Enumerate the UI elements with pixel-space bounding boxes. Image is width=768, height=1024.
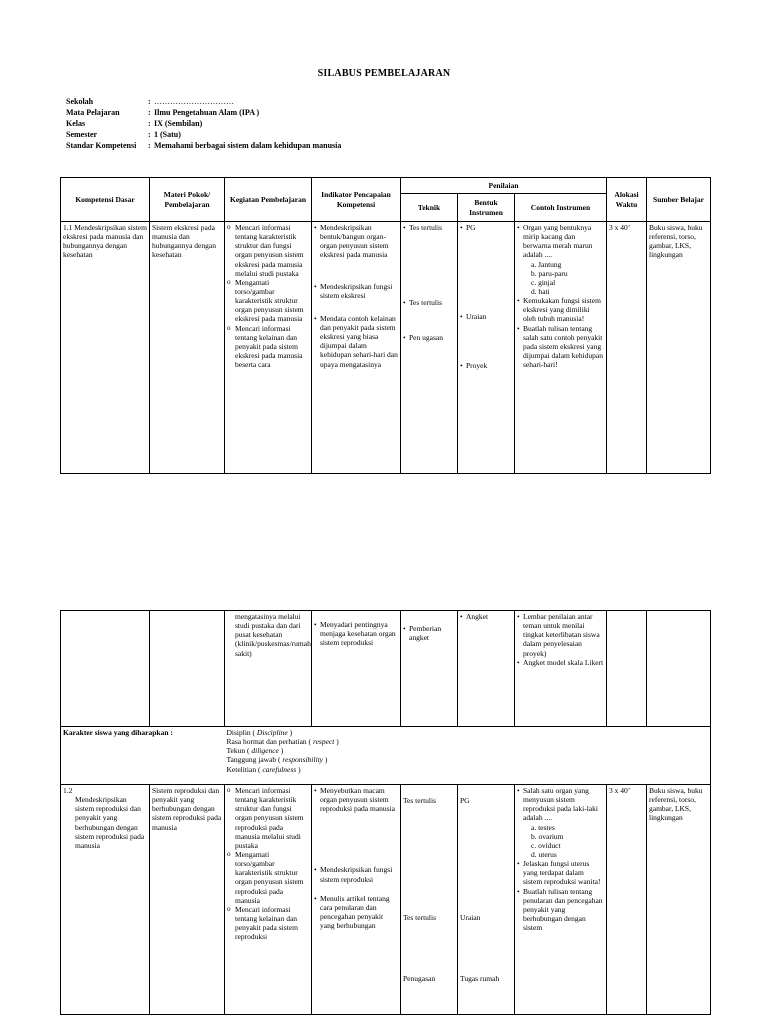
karakter-item: Tanggung jawab ( responsibility ) xyxy=(226,755,328,765)
document-title: SILABUS PEMBELAJARAN xyxy=(317,68,451,79)
row3-kd-num: 1.2 xyxy=(63,786,73,795)
row2-bentuk xyxy=(458,611,515,727)
row1-contoh-opt: a. Jantung xyxy=(531,259,562,269)
row3-teknik xyxy=(401,785,458,1015)
meta-row-semester: Semester : 1 (Satu) xyxy=(66,130,181,139)
row3-bentuk-item: Uraian xyxy=(460,913,481,923)
row3-kegiatan-item: o Mencari informasi tentang karakteristik struktur dan fungsi organ penyusun sistem reproduksi pada manusia melalui studi pustaka xyxy=(227,786,309,850)
row3-teknik-item: Tes tertulis xyxy=(403,913,437,923)
row1-indikator-item: • Mendeskripsikan fungsi sistem ekskresi xyxy=(314,282,398,300)
row3-alokasi: 3 x 40’ xyxy=(607,785,647,1015)
meta-row-sekolah: Sekolah : ………………………… xyxy=(66,97,234,106)
row2-kegiatan: mengatasinya melalui studi pustaka dan dari pusat kesehatan (klinik/puskesmas/rumah sakit) xyxy=(225,611,312,727)
row2-indikator-item: • Menyadari pentingnya menjaga kesehatan organ sistem reproduksi xyxy=(314,620,398,647)
row2-teknik xyxy=(401,611,458,727)
row3-contoh-q1: • Salah satu organ yang menyusun sistem reproduksi pada laki-laki adalah .... xyxy=(517,786,604,823)
row1-indikator xyxy=(312,222,401,474)
row1-materi: Sistem ekskresi pada manusia dan hubungannya dengan kesehatan xyxy=(150,222,225,474)
row2-kd xyxy=(61,611,150,727)
row3-teknik-item: Penugasan xyxy=(403,974,436,984)
row2-materi xyxy=(150,611,225,727)
header-teknik: Teknik xyxy=(401,194,458,222)
row1-bentuk-item: • Uraian xyxy=(460,312,512,321)
row1-contoh-q1: • Organ yang bentuknya mirip kacang dan berwarna merah marun adalah .... xyxy=(517,223,604,260)
meta-row-kelas: Kelas : IX (Sembilan) xyxy=(66,119,203,128)
header-bentuk: Bentuk Instrumen xyxy=(458,194,515,222)
karakter-item: Rasa hormat dan perhatian ( respect ) xyxy=(226,737,339,747)
row1-kegiatan-item: o Mengamati torso/gambar karakteristik struktur organ penyusun sistem ekskresi pada manusia xyxy=(227,278,309,324)
karakter-list xyxy=(225,727,711,785)
row3-indikator-item: • Menulis artikel tentang cara penularan dan pencegahan penyakit yang berhubungan xyxy=(314,894,398,931)
row3-sumber: Buku siswa, buku referensi, torso, gambar, LKS, lingkungan xyxy=(647,785,711,1015)
row3-teknik-item: Tes tertulis xyxy=(403,796,437,805)
row3-contoh-opt: a. testes xyxy=(531,822,555,832)
row2-indikator xyxy=(312,611,401,727)
karakter-item: Disiplin ( Discipline ) xyxy=(226,728,293,737)
row3-contoh-q2: • Jelaskan fungsi uterus yang terdapat dalam sistem reproduksi wanita! xyxy=(517,859,604,886)
row3-contoh-q3: • Buatlah tulisan tentang penularan dan pencegahan penyakit yang berhubungan dengan sistem xyxy=(517,887,604,933)
row3-bentuk-item: PG xyxy=(460,796,470,805)
row1-bentuk xyxy=(458,222,515,474)
row1-bentuk-item: • Proyek xyxy=(460,361,512,370)
row1-contoh-opt: b. paru-paru xyxy=(531,268,568,278)
row3-contoh-opt: c. oviduct xyxy=(531,840,561,850)
karakter-item: Tekun ( diligence ) xyxy=(226,746,284,756)
row3-kd xyxy=(61,785,150,1015)
header-contoh: Contoh Instrumen xyxy=(515,194,607,222)
row1-contoh xyxy=(515,222,607,474)
row3-kegiatan xyxy=(225,785,312,1015)
row3-contoh-opt: d. uterus xyxy=(531,849,557,859)
row1-teknik xyxy=(401,222,458,474)
row1-contoh-opt: d. hati xyxy=(531,286,550,296)
meta-row-mapel: Mata Pelajaran : Ilmu Pengetahuan Alam (IPA ) xyxy=(66,108,260,117)
syllabus-table-2 xyxy=(60,610,711,1015)
row1-kegiatan-item: o Mencari informasi tentang kelainan dan penyakit pada sistem ekskresi pada manusia beserta cara xyxy=(227,324,309,370)
row2-contoh-2: • Angket model skala Likert xyxy=(517,658,604,667)
row3-contoh xyxy=(515,785,607,1015)
header-kd: Kompetensi Dasar xyxy=(61,178,150,222)
row3-bentuk-item: Tugas rumah xyxy=(460,974,500,984)
header-indikator: Indikator Pencapaian Kompetensi xyxy=(312,178,401,222)
row3-indikator-item: • Menyebutkan macam organ penyusun sistem reproduksi pada manusia xyxy=(314,786,398,813)
row1-contoh-q2: • Kemukakan fungsi sistem ekskresi yang dimiliki oleh tubuh manusia! xyxy=(517,296,604,323)
row3-materi: Sistem reproduksi dan penyakit yang berhubungan dengan sistem reproduksi pada manusia xyxy=(150,785,225,1015)
row3-indikator xyxy=(312,785,401,1015)
row1-contoh-opt: c. ginjal xyxy=(531,277,556,287)
row1-bentuk-item: • PG xyxy=(460,223,512,232)
row3-bentuk xyxy=(458,785,515,1015)
row2-teknik-item: • Pemberian angket xyxy=(403,624,455,642)
row3-kegiatan-item: o Mencari informasi tentang kelainan dan penyakit pada sistem reproduksi xyxy=(227,905,309,942)
row1-contoh-q3: • Buatlah tulisan tentang salah satu contoh penyakit pada sistem ekskresi yang dijumpai dalam kehidupan sehari-hari! xyxy=(517,324,604,370)
header-sumber: Sumber Belajar xyxy=(647,178,711,222)
row1-indikator-item: • Mendata contoh kelainan dan penyakit pada sistem ekskresi yang biasa dijumpai dalam kehidupan sehari-hari dan upaya mengatasinya xyxy=(314,314,398,369)
row1-alokasi: 3 x 40’ xyxy=(607,222,647,474)
syllabus-table-1 xyxy=(60,177,711,474)
row1-teknik-item: • Tes tertulis xyxy=(403,223,455,232)
row3-indikator-item: • Mendeskripsikan fungsi sistem reproduksi xyxy=(314,865,398,883)
row2-contoh xyxy=(515,611,607,727)
header-penilaian: Penilaian xyxy=(401,178,607,194)
row1-kd: 1.1 Mendeskripsikan sistem ekskresi pada manusia dan hubungannya dengan kesehatan xyxy=(61,222,150,474)
row2-bentuk-item: • Angket xyxy=(460,612,512,621)
row1-teknik-item: • Tes tertulis xyxy=(403,298,455,307)
row3-kd-text: Mendeskripsikan sistem reproduksi dan penyakit yang berhubungan dengan sistem reproduksi pada manusia xyxy=(75,795,145,850)
document-meta xyxy=(66,97,341,152)
row3-contoh-opt: b. ovarium xyxy=(531,831,564,841)
header-kegiatan: Kegiatan Pembelajaran xyxy=(225,178,312,222)
row2-contoh-1: • Lembar penilaian antar teman untuk menilai tingkat keterlibatan siswa dalam penyelesaian proyek) xyxy=(517,612,604,658)
header-materi: Materi Pokok/ Pembelajaran xyxy=(150,178,225,222)
row1-kegiatan-item: o Mencari informasi tentang karakteristik struktur dan fungsi organ penyusun sistem ekskresi pada manusia melalui studi pustaka xyxy=(227,223,309,278)
karakter-label: Karakter siswa yang diharapkan : xyxy=(61,727,225,785)
row1-kegiatan xyxy=(225,222,312,474)
row1-indikator-item: • Mendeskripsikan bentuk/bangun organ-organ penyusun sistem ekskresi pada manusia xyxy=(314,223,398,260)
row1-sumber: Buku siswa, buku referensi, torso, gambar, LKS, lingkungan xyxy=(647,222,711,474)
row2-alokasi xyxy=(607,611,647,727)
header-alokasi: Alokasi Waktu xyxy=(607,178,647,222)
meta-row-standar: Standar Kompetensi : Memahami berbagai sistem dalam kehidupan manusia xyxy=(66,141,342,150)
row1-teknik-item: • Pen ugasan xyxy=(403,333,455,342)
karakter-item: Ketelitian ( carefulness ) xyxy=(226,764,301,774)
row3-kegiatan-item: o Mengamati torso/gambar karakteristik struktur organ penyusun sistem reproduksi pada manusia xyxy=(227,850,309,905)
row2-sumber xyxy=(647,611,711,727)
